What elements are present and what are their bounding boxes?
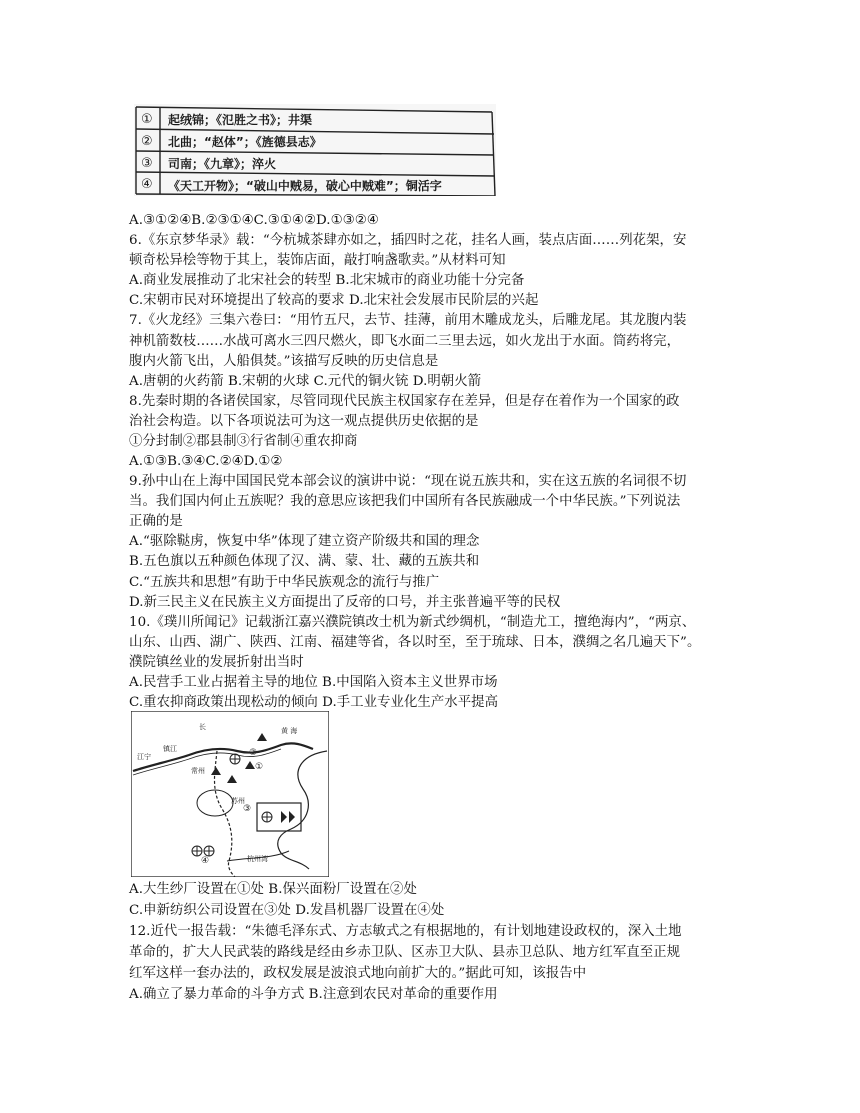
map-label: 长 bbox=[199, 723, 206, 731]
map-marker: ④ bbox=[201, 856, 210, 866]
question-7-text: 7.《火龙经》三集六卷曰：“用竹五尺，去节、挂薄，前用木雕成龙头，后雕龙尾。其龙腹内装 bbox=[129, 313, 687, 328]
question-8-text: 治社会构造。以下各项说法可为这一观点提供历史依据的是 bbox=[129, 414, 479, 429]
answer-options-q10: C.重农抑商政策出现松动的倾向 D.手工业专业化生产水平提高 bbox=[129, 695, 499, 710]
answer-option-q9-c: C.“五族共和思想”有助于中华民族观念的流行与推广 bbox=[129, 575, 440, 590]
map-marker: ② bbox=[249, 748, 258, 758]
scanned-table-image bbox=[134, 104, 496, 196]
table-row-num: ③ bbox=[141, 156, 153, 171]
map-marker: ① bbox=[255, 762, 264, 772]
question-6-text: 顿奇松异桧等物于其上，装饰店面，敲打响盏歌卖。”从材料可知 bbox=[129, 253, 506, 268]
table-row-text: 司南；《九章》；淬火 bbox=[168, 157, 277, 171]
table-row-text: 北曲；“赵体”；《旌德县志》 bbox=[168, 135, 322, 149]
map-image bbox=[131, 711, 329, 877]
table-row-num: ① bbox=[141, 112, 153, 127]
table-row-num: ② bbox=[141, 134, 153, 149]
map-label: 江宁 bbox=[137, 753, 151, 761]
question-12-text: 12.近代一报告载：“朱德毛泽东式、方志敏式之有根据地的，有计划地建设政权的，深入土地 bbox=[129, 924, 682, 939]
map-label: 杭州湾 bbox=[247, 855, 268, 863]
answer-options-q8: A.①③B.③④C.②④D.①② bbox=[129, 454, 283, 469]
question-9-text: 9.孙中山在上海中国国民党本部会议的演讲中说：“现在说五族共和，实在这五族的名词很不切 bbox=[129, 474, 687, 489]
question-8-items: ①分封制②郡县制③行省制④重农抑商 bbox=[129, 434, 358, 449]
answer-option-q9-b: B.五色旗以五种颜色体现了汉、满、蒙、壮、藏的五族共和 bbox=[129, 554, 480, 569]
map-label: 苏州 bbox=[231, 797, 245, 805]
answer-option-q9-a: A.“驱除鞑虏，恢复中华”体现了建立资产阶级共和国的理念 bbox=[129, 534, 480, 549]
question-9-text: 正确的是 bbox=[129, 514, 183, 529]
question-6-text: 6.《东京梦华录》载：“今杭城茶肆亦如之，插四时之花，挂名人画，装点店面……列花架，安 bbox=[129, 233, 687, 248]
map-label: 镇江 bbox=[163, 745, 177, 753]
map-label: 常州 bbox=[191, 767, 205, 775]
question-8-text: 8.先秦时期的各诸侯国家，尽管同现代民族主权国家存在差异，但是存在着作为一个国家的政 bbox=[129, 394, 680, 409]
answer-options-q10: A.民营手工业占据着主导的地位 B.中国陷入资本主义世界市场 bbox=[129, 675, 498, 690]
table-row-text: 起绒锦；《氾胜之书》；井渠 bbox=[168, 113, 313, 127]
question-12-text: 革命的，扩大人民武装的路线是经由乡赤卫队、区赤卫大队、县赤卫总队、地方红军直至正规 bbox=[129, 945, 681, 960]
question-9-text: 当。我们国内何止五族呢？我的意思应该把我们中国所有各民族融成一个中华民族。”下列说法 bbox=[129, 494, 681, 509]
answer-options-q7: A.唐朝的火药箭 B.宋朝的火球 C.元代的铜火铳 D.明朝火箭 bbox=[129, 374, 482, 389]
table-row-text: 《天工开物》；“破山中贼易，破心中贼难”；铜活字 bbox=[168, 179, 442, 193]
question-10-text: 10.《璞川所闻记》记载浙江嘉兴濮院镇改士机为新式纱绸机，“制造尤工，擅绝海内”，“两京、 bbox=[129, 615, 696, 630]
answer-options-q5: A.③①②④B.②③①④C.③①④②D.①③②④ bbox=[129, 213, 379, 228]
table-row-num: ④ bbox=[141, 177, 153, 192]
answer-options-q11: A.大生纱厂设置在①处 B.保兴面粉厂设置在②处 bbox=[129, 882, 417, 897]
question-10-text: 濮院镇丝业的发展折射出当时 bbox=[129, 655, 304, 670]
map-label: 黄 海 bbox=[281, 727, 298, 735]
answer-option-q9-d: D.新三民主义在民族主义方面提出了反帝的口号，并主张普遍平等的民权 bbox=[129, 595, 561, 610]
question-7-text: 腹内火箭飞出，人船俱焚。”该描写反映的历史信息是 bbox=[129, 354, 439, 369]
question-7-text: 神机箭数枝……水战可离水三四尺燃火，即飞水面二三里去远，如火龙出于水面。筒药将完， bbox=[129, 334, 681, 349]
answer-options-q12: A.确立了暴力革命的斗争方式 B.注意到农民对革命的重要作用 bbox=[129, 987, 498, 1002]
answer-options-q6: C.宋朝市民对环境提出了较高的要求 D.北宋社会发展市民阶层的兴起 bbox=[129, 293, 539, 308]
question-10-text: 山东、山西、湖广、陕西、江南、福建等省，各以时至，至于琉球、日本，濮绸之名几遍天下”。 bbox=[129, 635, 701, 650]
question-12-text: 红军这样一套办法的，政权发展是波浪式地向前扩大的。”据此可知，该报告中 bbox=[129, 966, 587, 981]
map-marker: ③ bbox=[243, 804, 252, 814]
answer-options-q11: C.申新纺织公司设置在③处 D.发昌机器厂设置在④处 bbox=[129, 903, 445, 918]
answer-options-q6: A.商业发展推动了北宋社会的转型 B.北宋城市的商业功能十分完备 bbox=[129, 273, 525, 288]
